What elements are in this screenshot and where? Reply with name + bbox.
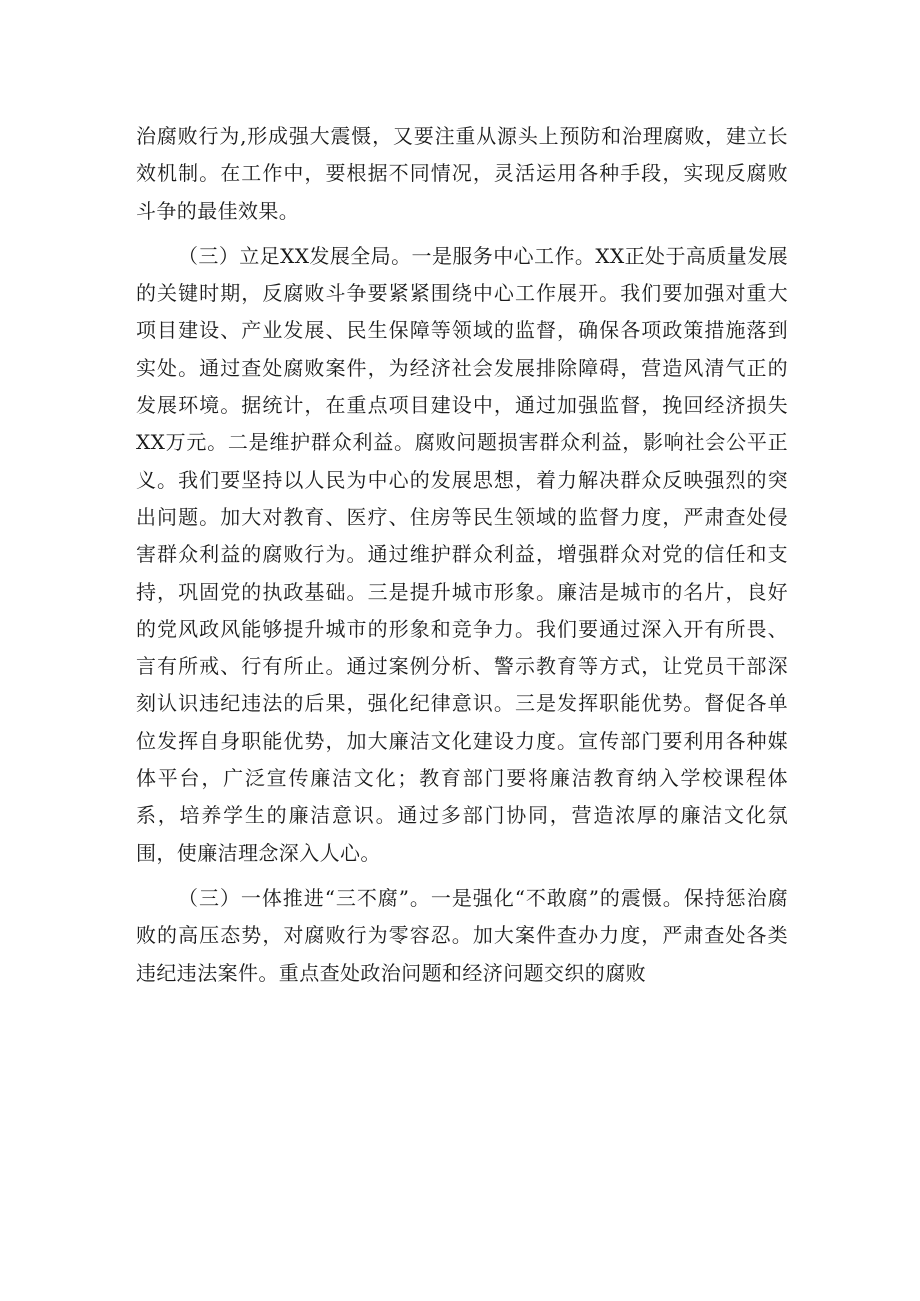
paragraph-continuation: 治腐败行为,形成强大震慑，又要注重从源头上预防和治理腐败，建立长效机制。在工作中，要根据不同情况，灵活运用各种手段，实现反腐败斗争的最佳效果。 [136,124,788,223]
document-body [136,118,788,992]
paragraph-three-no-corruption: （三）一体推进“三不腐”。一是强化“不敢腐”的震慑。保持惩治腐败的高压态势，对腐败行为零容忍。加大案件查办力度，严肃查处各类违纪违法案件。重点查处政治问题和经济问题交织的腐败 [136,885,788,985]
paragraph-development-overall: （三）立足XX发展全局。一是服务中心工作。XX正处于高质量发展的关键时期，反腐败斗争要紧紧围绕中心工作展开。我们要加强对重大项目建设、产业发展、民生保障等领域的监督，确保各项政策措施落到实处。通过查处腐败案件，为经济社会发展排除障碍，营造风清气正的发展环境。据统计，在重点项目建设中，通过加强监督，挽回经济损失XX万元。二是维护群众利益。腐败问题损害群众利益，影响社会公平正义。我们要坚持以人民为中心的发展思想，着力解决群众反映强烈的突出问题。加大对教育、医疗、住房等民生领域的监督力度，严肃查处侵害群众利益的腐败行为。通过维护群众利益，增强群众对党的信任和支持，巩固党的执政基础。三是提升城市形象。廉洁是城市的名片，良好的党风政风能够提升城市的形象和竞争力。我们要通过深入开有所畏、言有所戒、行有所止。通过案例分析、警示教育等方式，让党员干部深刻认识违纪违法的后果，强化纪律意识。三是发挥职能优势。督促各单位发挥自身职能优势，加大廉洁文化建设力度。宣传部门要利用各种媒体平台，广泛宣传廉洁文化；教育部门要将廉洁教育纳入学校课程体系，培养学生的廉洁意识。通过多部门协同，营造浓厚的廉洁文化氛围，使廉洁理念深入人心。 [136,243,788,865]
